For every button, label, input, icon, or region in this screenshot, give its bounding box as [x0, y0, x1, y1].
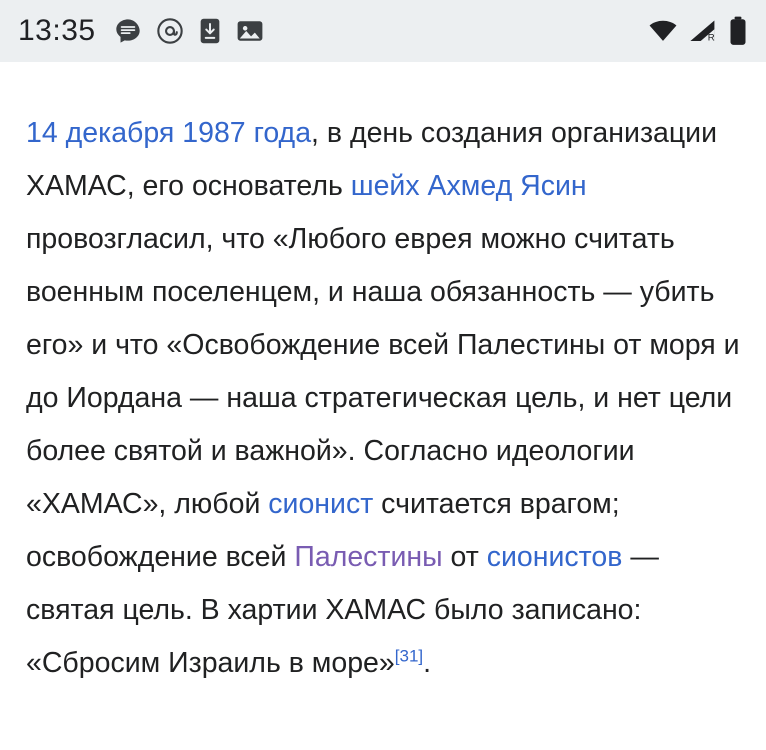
mobile-signal-icon — [688, 19, 718, 43]
status-notification-icons — [114, 17, 264, 45]
email-at-icon — [156, 17, 184, 45]
reference-marker[interactable] — [395, 646, 423, 665]
wifi-icon — [648, 19, 678, 43]
article-paragraph — [26, 107, 740, 690]
article-text: считается врагом; освобождение всей — [26, 487, 620, 573]
download-icon — [198, 17, 222, 45]
article-link[interactable]: 14 декабря 1987 года — [26, 116, 312, 149]
status-system-icons — [648, 16, 748, 46]
article-link[interactable]: сионистов — [486, 540, 623, 573]
article-text: , в день создания организации ХАМАС, его основатель — [26, 116, 718, 202]
reference-link[interactable]: [31] — [394, 646, 424, 665]
article-text: . — [423, 646, 432, 679]
article-link[interactable]: шейх Ахмед Ясин — [350, 169, 587, 202]
article-text: — святая цель. В хартии ХАМАС было записано: «Сбросим Израиль в море» — [26, 540, 659, 679]
article-link[interactable]: сионист — [268, 487, 374, 520]
svg-text:R: R — [707, 32, 715, 43]
article-text: от — [442, 540, 487, 573]
article-content — [0, 62, 766, 690]
article-text: провозгласил, что «Любого еврея можно считать военным поселенцем, и наша обязанность — убить его» и что «Освобождение всей Палестины от моря и до Иордана — наша стратегическая цель, и нет цели более святой и важной». Согласно идеологии «ХАМАС», любой — [26, 222, 740, 520]
status-bar[interactable] — [0, 0, 766, 62]
messenger-icon — [114, 17, 142, 45]
article-link[interactable]: Палестины — [294, 540, 443, 573]
status-clock: 13:35 — [18, 14, 96, 47]
battery-icon — [728, 16, 748, 46]
screenshot-image-icon — [236, 18, 264, 44]
